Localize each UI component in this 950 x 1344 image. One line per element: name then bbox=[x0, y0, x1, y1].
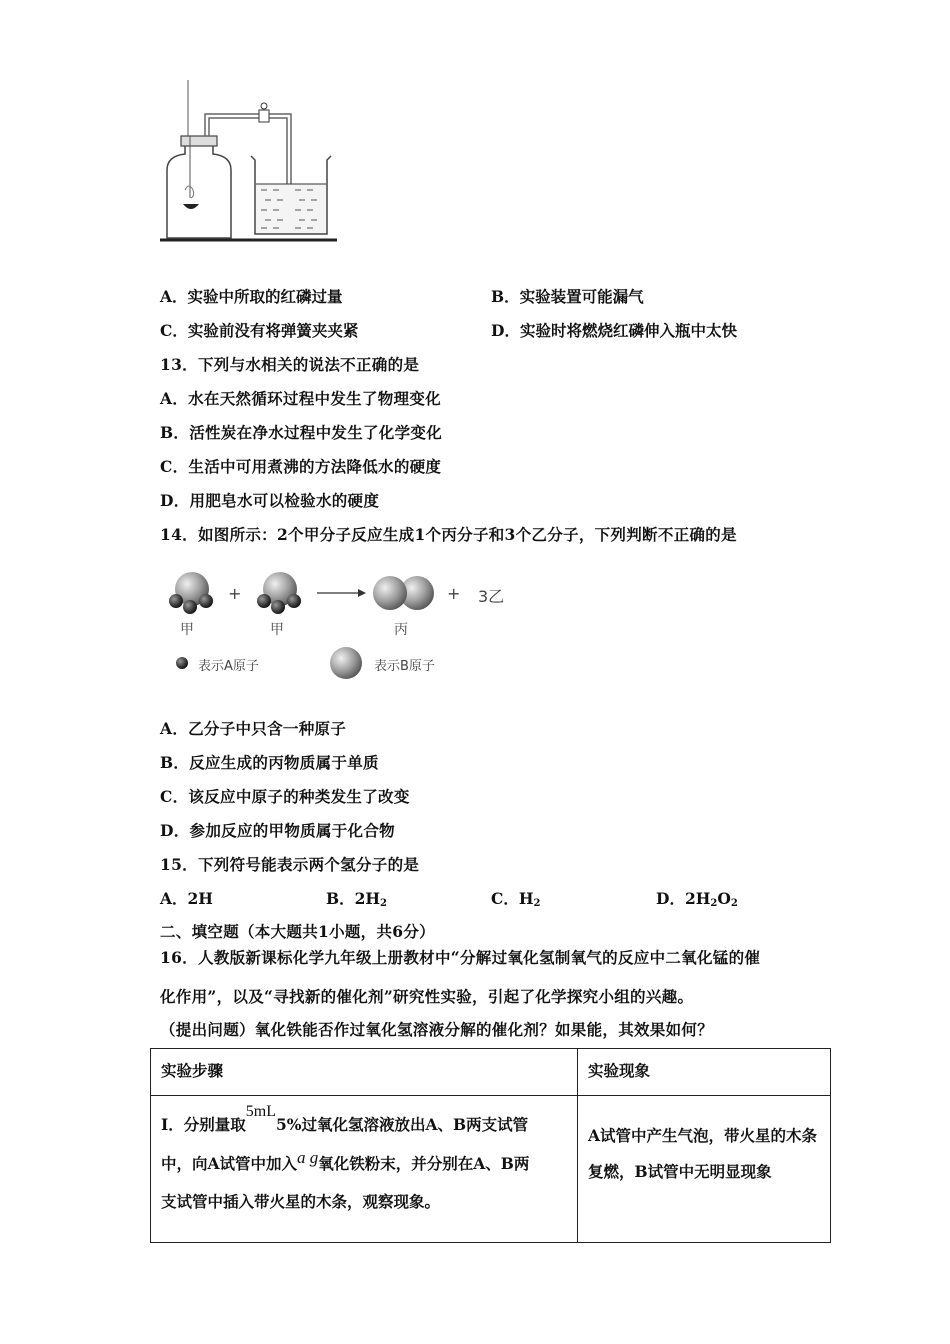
q14-option-d: D．参加反应的甲物质属于化合物 bbox=[160, 821, 395, 840]
legend-b-text: 表示B原子 bbox=[374, 659, 435, 674]
header-steps: 实验步骤 bbox=[151, 1049, 578, 1096]
phenomenon-1-cell: A试管中产生气泡，带火星的木条复燃，B试管中无明显现象 bbox=[578, 1096, 831, 1243]
q13-option-b: B．活性炭在净水过程中发生了化学变化 bbox=[160, 423, 443, 442]
mass-value: a g bbox=[297, 1148, 319, 1167]
q13-option-a: A．水在天然循环过程中发生了物理变化 bbox=[160, 389, 441, 408]
plus-sign-1: + bbox=[228, 584, 242, 603]
molecule-bing bbox=[373, 576, 434, 610]
q14-stem: 14．如图所示：2个甲分子反应生成1个丙分子和3个乙分子，下列判断不正确的是 bbox=[160, 525, 737, 544]
q15-option-d: D．$2H_2O_2$ bbox=[656, 889, 738, 909]
step-1-cell: Ⅰ．分别量取5mL5%过氧化氢溶液放出A、B两支试管 中，向A试管中加入a g氧化铁粉末，并分别在A、B两 支试管中插入带火星的木条，观察现象。 bbox=[151, 1096, 578, 1243]
molecule-jia-1 bbox=[169, 572, 213, 614]
q12-option-c: C．实验前没有将弹簧夹夹紧 bbox=[160, 321, 359, 340]
legend-b-atom bbox=[330, 647, 362, 679]
table-row bbox=[151, 1096, 831, 1243]
product-three-yi: 3乙 bbox=[478, 587, 505, 606]
q15-stem: 15．下列符号能表示两个氢分子的是 bbox=[160, 855, 420, 874]
apparatus-figure bbox=[155, 78, 345, 248]
label-jia-1: 甲 bbox=[180, 622, 194, 638]
q15-option-a: A．2H bbox=[160, 889, 213, 908]
q12-option-d: D．实验时将燃烧红磷伸入瓶中太快 bbox=[491, 321, 737, 340]
q14-option-b: B．反应生成的丙物质属于单质 bbox=[160, 753, 379, 772]
q16-line-1: 16．人教版新课标化学九年级上册教材中“分解过氧化氢制氧气的反应中二氧化锰的催 bbox=[160, 948, 761, 967]
section-title: 二、填空题（本大题共1小题，共6分） bbox=[160, 922, 435, 941]
q12-option-a: A．实验中所取的红磷过量 bbox=[160, 287, 343, 306]
reaction-figure bbox=[160, 565, 520, 685]
legend-a-atom bbox=[176, 657, 188, 669]
header-phenomena: 实验现象 bbox=[578, 1049, 831, 1096]
label-bing: 丙 bbox=[394, 622, 408, 638]
q13-option-c: C．生活中可用煮沸的方法降低水的硬度 bbox=[160, 457, 442, 476]
q15-option-b: B．$2H_2$ bbox=[326, 889, 387, 909]
label-jia-2: 甲 bbox=[270, 622, 284, 638]
reaction-arrow bbox=[317, 589, 366, 597]
q16-question: （提出问题）氧化铁能否作过氧化氢溶液分解的催化剂？如果能，其效果如何？ bbox=[160, 1020, 714, 1039]
q12-option-b: B．实验装置可能漏气 bbox=[491, 287, 644, 306]
legend-a-text: 表示A原子 bbox=[198, 659, 259, 674]
plus-sign-2: + bbox=[447, 584, 461, 603]
q13-option-d: D．用肥皂水可以检验水的硬度 bbox=[160, 491, 380, 510]
q13-stem: 13．下列与水相关的说法不正确的是 bbox=[160, 355, 420, 374]
experiment-table bbox=[150, 1048, 831, 1243]
q14-option-c: C．该反应中原子的种类发生了改变 bbox=[160, 787, 410, 806]
q16-line-2: 化作用”，以及“寻找新的催化剂”研究性实验，引起了化学探究小组的兴趣。 bbox=[160, 987, 694, 1006]
molecule-jia-2 bbox=[257, 572, 301, 614]
volume-value: 5mL bbox=[245, 1103, 276, 1120]
q14-option-a: A．乙分子中只含一种原子 bbox=[160, 719, 347, 738]
table-header-row bbox=[151, 1049, 831, 1096]
q15-option-c: C．$H_2$ bbox=[491, 889, 541, 909]
